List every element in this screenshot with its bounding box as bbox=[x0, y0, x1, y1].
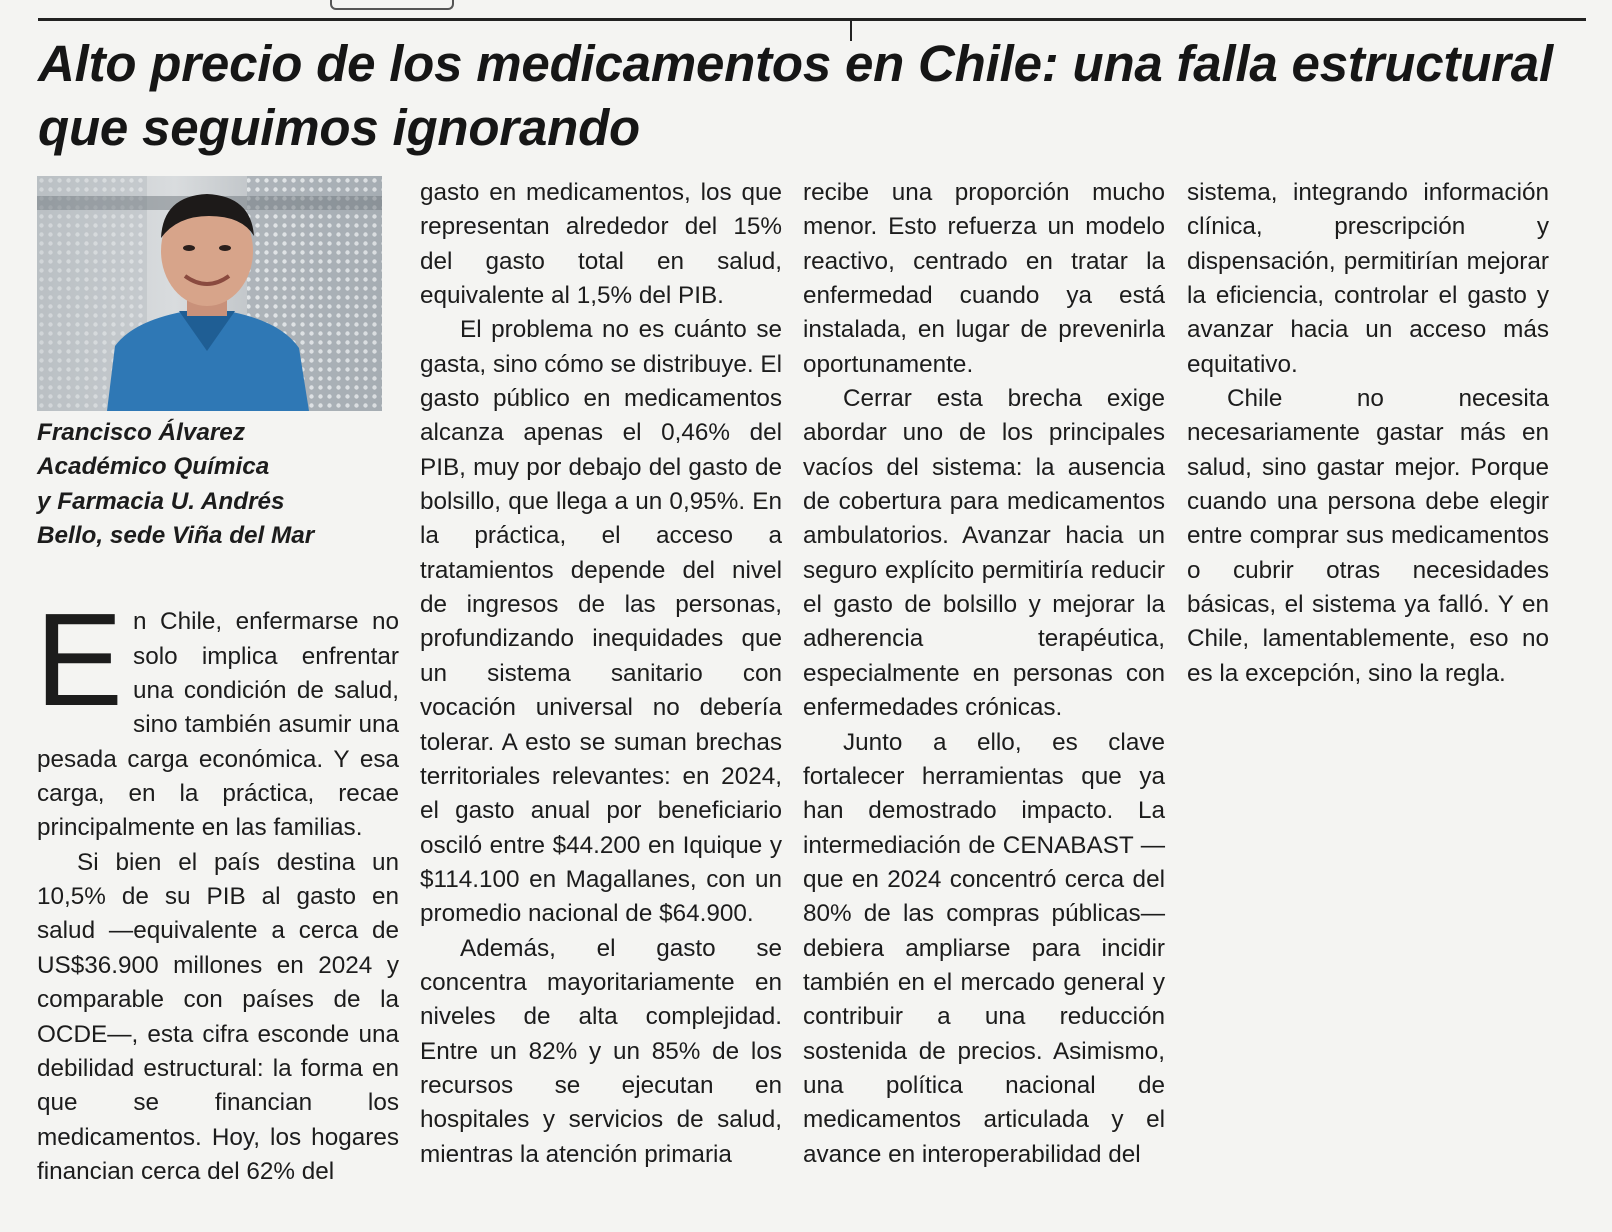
paragraph-6: Junto a ello, es clave fortalecer herramientas que ya han demostrado impacto. La intermediación de CENABAST —que en 2024 concentró cerca del 80% de las compras públicas— debiera ampliarse para incidir también en el mercado general y contribuir a una reducción sostenida de precios. Asimismo, una política nacional de medicamentos articulada y el avance en interoperabilidad del bbox=[803, 728, 1165, 1168]
paragraph-2-continued: gasto en medicamentos, los que representan alrededor del 15% del gasto total en salud, equivalente al 1,5% del PIB. bbox=[420, 179, 782, 310]
paragraph-6-continued: sistema, integrando información clínica, prescripción y dispensación, permitirían mejorar la eficiencia, controlar el gasto y avanzar hacia un acceso más equitativo. bbox=[1187, 179, 1549, 378]
column-1 bbox=[37, 176, 399, 1189]
paragraph-2: Si bien el país destina un 10,5% de su PIB al gasto en salud —equivalente a cerca de US$36.900 millones en 2024 y comparable con países de la OCDE—, esta cifra esconde una debilidad estructural: la forma en que se financian los medicamentos. Hoy, los hogares financian cerca del 62% del bbox=[37, 848, 399, 1185]
article-headline: Alto precio de los medicamentos en Chile: una falla estructural que seguimos ignorando bbox=[38, 35, 1553, 156]
column-2 bbox=[420, 176, 782, 1172]
paragraph-3: El problema no es cuánto se gasta, sino cómo se distribuye. El gasto público en medicamentos alcanza apenas el 0,46% del PIB, muy por debajo del gasto de bolsillo, que llega a un 0,95%. En la práctica, el acceso a tratamientos depende del nivel de ingresos de las personas, profundizando inequidades que un sistema sanitario con vocación universal no debería tolerar. A esto se suman brechas territoriales relevantes: en 2024, el gasto anual por beneficiario osciló entre $44.200 en Iquique y $114.100 en Magallanes, con un promedio nacional de $64.900. bbox=[420, 316, 782, 928]
author-photo bbox=[37, 176, 382, 411]
author-byline bbox=[37, 416, 399, 553]
column-3 bbox=[803, 176, 1165, 1172]
author-role-line-3: Bello, sede Viña del Mar bbox=[37, 522, 315, 550]
paragraph-1: En Chile, enfermarse no solo implica enfrentar una condición de salud, sino también asumir una pesada carga económica. Y esa carga, en la práctica, recae principalmente en las familias. bbox=[35, 586, 399, 842]
top-rule bbox=[38, 18, 1586, 21]
author-name: Francisco Álvarez bbox=[37, 419, 245, 446]
drop-cap: E bbox=[35, 586, 124, 734]
column-4 bbox=[1187, 176, 1549, 691]
paragraph-5: Cerrar esta brecha exige abordar uno de los principales vacíos del sistema: la ausencia de cobertura para medicamentos ambulatorios. Avanzar hacia un seguro explícito permitiría reducir el gasto de bolsillo y mejorar la adherencia terapéutica, especialmente en personas con enfermedades crónicas. bbox=[803, 385, 1165, 722]
author-portrait-image bbox=[37, 176, 382, 411]
previous-article-fragment bbox=[330, 0, 454, 10]
paragraph-4: Además, el gasto se concentra mayoritariamente en niveles de alta complejidad. Entre un 82% y un 85% de los recursos se ejecutan en hospitales y servicios de salud, mientras la atención primaria bbox=[420, 934, 782, 1168]
author-role-line-1: Académico Química bbox=[37, 453, 270, 481]
paragraph-4-continued: recibe una proporción mucho menor. Esto refuerza un modelo reactivo, centrado en tratar la enfermedad cuando ya está instalada, en lugar de prevenirla oportunamente. bbox=[803, 179, 1165, 378]
author-role-line-2: y Farmacia U. Andrés bbox=[37, 487, 285, 515]
paragraph-7: Chile no necesita necesariamente gastar más en salud, sino gastar mejor. Porque cuando una persona debe elegir entre comprar sus medicamentos o cubrir otras necesidades básicas, el sistema ya falló. Y en Chile, lamentablemente, eso no es la excepción, sino la regla. bbox=[1187, 385, 1549, 687]
